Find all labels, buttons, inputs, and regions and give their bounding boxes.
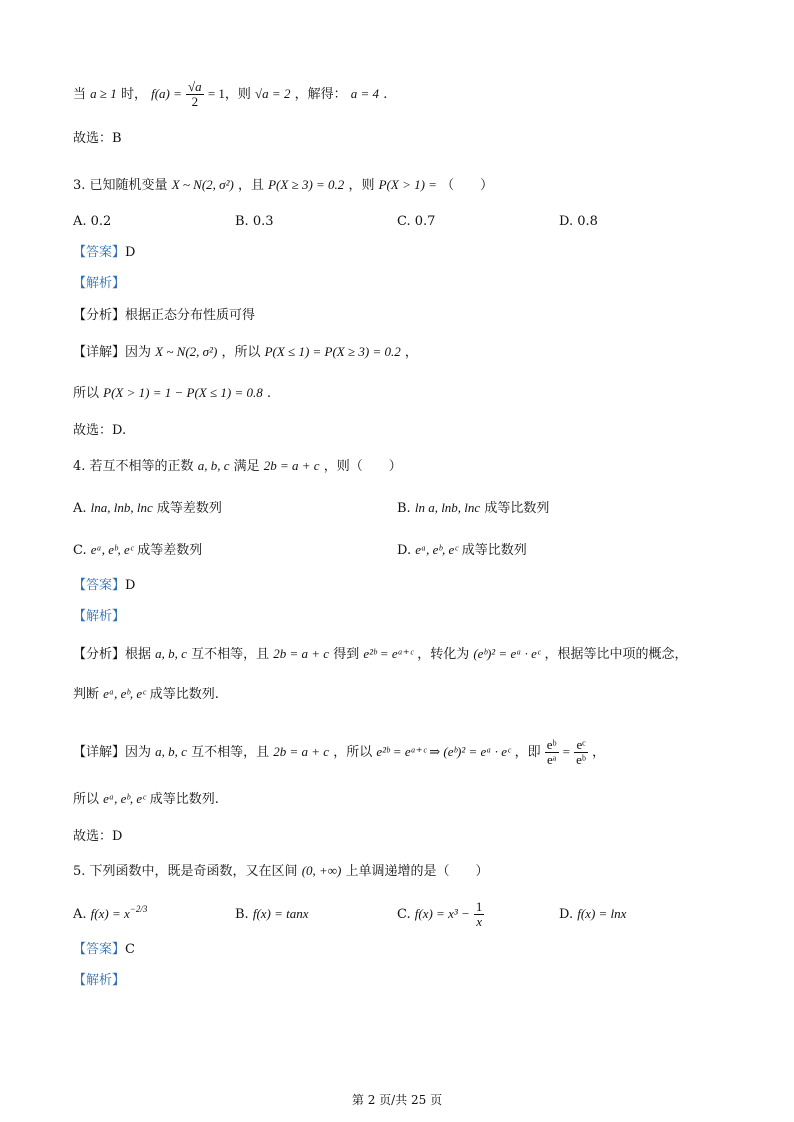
text: 互不相等，且 (191, 647, 270, 662)
q3-conclusion (73, 382, 271, 405)
math: e²ᵇ = eᵃ⁺ᶜ ⇒ (eᵇ)² = eᵃ · eᶜ (376, 744, 511, 759)
equals: = (562, 744, 570, 759)
q5-stem (73, 860, 489, 883)
math: a = 4 (350, 86, 380, 101)
numerator: eᵇ (546, 737, 557, 752)
text: 成等比数列. (149, 687, 219, 702)
q4-conclusion (73, 788, 219, 811)
xiangjie-tag: 【详解】 (73, 345, 126, 360)
text: ，即 (514, 745, 541, 760)
denominator: x (476, 914, 483, 929)
denominator: 2 (191, 94, 199, 109)
math: 2b = a + c (273, 744, 330, 759)
q3-analysis-tag: 【解析】 (73, 276, 126, 291)
q3-fenxi (73, 305, 255, 327)
numerator: √a (188, 79, 202, 94)
math: (eᵇ)² = eᵃ · eᶜ (473, 646, 541, 661)
fenxi-tag: 【分析】 (73, 647, 126, 662)
option-label: C. (397, 907, 415, 922)
q5-option-a (73, 903, 147, 926)
page-footer: 第 2 页/共 25 页 (351, 1093, 443, 1107)
numerator: eᶜ (574, 738, 588, 753)
option-label: B. (235, 907, 253, 922)
q4-fenxi (73, 643, 687, 666)
answer-tag: 【答案】 (73, 578, 126, 593)
q5-answer (73, 939, 135, 961)
q4-option-d (397, 539, 527, 562)
fenxi-text: 根据正态分布性质可得 (125, 308, 256, 323)
q4-option-c (73, 539, 202, 562)
math: e²ᵇ = eᵃ⁺ᶜ (363, 646, 414, 661)
text: ，解得： (294, 87, 347, 102)
fraction (574, 738, 588, 767)
math: √a = 2 (255, 86, 291, 101)
option-label: D. (397, 543, 416, 558)
text: ，且 (237, 178, 264, 193)
text: ， (592, 745, 606, 760)
exponent: −2/3 (129, 904, 148, 914)
q4-analysis-tag: 【解析】 (73, 609, 126, 624)
text: ，根据等比中项的概念， (544, 647, 688, 662)
q4-stem (73, 455, 402, 478)
q3-option-a: A. 0.2 (73, 214, 112, 229)
q3-option-d: D. 0.8 (559, 214, 598, 229)
text: 成等比数列 (480, 501, 550, 516)
math: 2b = a + c (273, 646, 330, 661)
answer-tag: 【答案】 (73, 942, 126, 957)
q3-answer (73, 242, 135, 264)
fraction (545, 738, 559, 767)
fenxi-tag: 【分析】 (73, 308, 126, 323)
math: (0, +∞) (301, 863, 342, 878)
math: a, b, c (155, 646, 187, 661)
option-label: A. (73, 501, 91, 516)
math: eᵃ, eᵇ, eᶜ (415, 542, 458, 557)
xiangjie-tag: 【详解】 (73, 745, 126, 760)
text: ，则（ ） (323, 459, 402, 474)
text: ，转化为 (417, 647, 470, 662)
q5-option-b (235, 903, 309, 926)
text: 成等比数列. (149, 792, 219, 807)
q4-choose: 故选：D (73, 829, 123, 844)
option-label: D. (559, 907, 578, 922)
option-label: C. (73, 543, 91, 558)
text: 因为 (125, 745, 152, 760)
q5-option-d (559, 903, 626, 926)
math: X ~ N(2, σ²) (155, 344, 218, 359)
prev-choose: 故选：B (73, 131, 122, 146)
math: 2b = a + c (263, 458, 320, 473)
text: 成等差数列 (152, 501, 222, 516)
text: 上单调递增的是（ ） (345, 864, 489, 879)
denominator: eᵇ (576, 752, 586, 767)
text: 根据 (125, 647, 152, 662)
math: eᵃ, eᵇ, eᶜ (90, 542, 134, 557)
q5-option-c (397, 900, 484, 929)
math: f(a) = (151, 86, 182, 101)
math: f(x) = x³ − (414, 906, 470, 921)
q5-analysis-tag: 【解析】 (73, 973, 126, 988)
math: f(x) = x (90, 906, 130, 921)
text: = 1，则 (207, 86, 251, 101)
prev-solution-line (73, 80, 387, 109)
math: P(X > 1) = (378, 177, 437, 192)
q4-option-b (397, 497, 549, 520)
text: 时， (120, 87, 147, 102)
text: 成等比数列 (457, 543, 527, 558)
numerator: 1 (475, 899, 483, 914)
q4-fenxi-cont (73, 683, 219, 706)
text: 3. 已知随机变量 (73, 178, 168, 193)
q4-option-a (73, 497, 222, 520)
text: 所以 (73, 386, 100, 401)
text: 互不相等，且 (191, 745, 270, 760)
math: X ~ N(2, σ²) (171, 177, 234, 192)
math: P(X > 1) = 1 − P(X ≤ 1) = 0.8 (103, 385, 263, 400)
math: f(x) = tanx (252, 906, 309, 921)
q3-option-c: C. 0.7 (397, 214, 436, 229)
answer-tag: 【答案】 (73, 245, 126, 260)
math: eᵃ, eᵇ, eᶜ (103, 791, 146, 806)
answer-value: D (125, 578, 136, 593)
text: 当 (73, 87, 87, 102)
text: ，所以 (333, 745, 373, 760)
text: ，则 (348, 178, 375, 193)
math: a, b, c (197, 458, 230, 473)
answer-value: D (125, 245, 136, 260)
text: 得到 (333, 647, 360, 662)
q3-stem (73, 174, 493, 197)
option-label: B. (397, 501, 415, 516)
text: ， (404, 345, 418, 360)
q4-answer (73, 575, 135, 597)
text: . (266, 386, 271, 401)
math: eᵃ, eᵇ, eᶜ (103, 686, 146, 701)
text: 5. 下列函数中，既是奇函数，又在区间 (73, 864, 298, 879)
math: P(X ≥ 3) = 0.2 (268, 177, 345, 192)
math: a ≥ 1 (90, 86, 117, 101)
math: ln a, lnb, lnc (414, 500, 481, 515)
text: 因为 (125, 345, 152, 360)
denominator: eᵃ (546, 752, 557, 767)
text: （ ） (441, 178, 494, 193)
text: 成等差数列 (133, 543, 203, 558)
fraction (186, 80, 204, 109)
math: f(x) = lnx (577, 906, 627, 921)
math: lna, lnb, lnc (90, 500, 153, 515)
text: ，所以 (221, 345, 261, 360)
text: 判断 (73, 687, 100, 702)
option-label: A. (73, 907, 91, 922)
text: . (383, 87, 388, 102)
q3-option-b: B. 0.3 (235, 214, 274, 229)
answer-value: C (125, 942, 135, 957)
text: 所以 (73, 792, 100, 807)
q4-xiangjie (73, 738, 605, 767)
q3-choose: 故选：D. (73, 423, 127, 438)
fraction (474, 900, 485, 929)
text: 4. 若互不相等的正数 (73, 459, 194, 474)
q3-xiangjie (73, 341, 418, 364)
math: P(X ≤ 1) = P(X ≥ 3) = 0.2 (264, 344, 401, 359)
math: a, b, c (155, 744, 187, 759)
text: 满足 (233, 459, 260, 474)
